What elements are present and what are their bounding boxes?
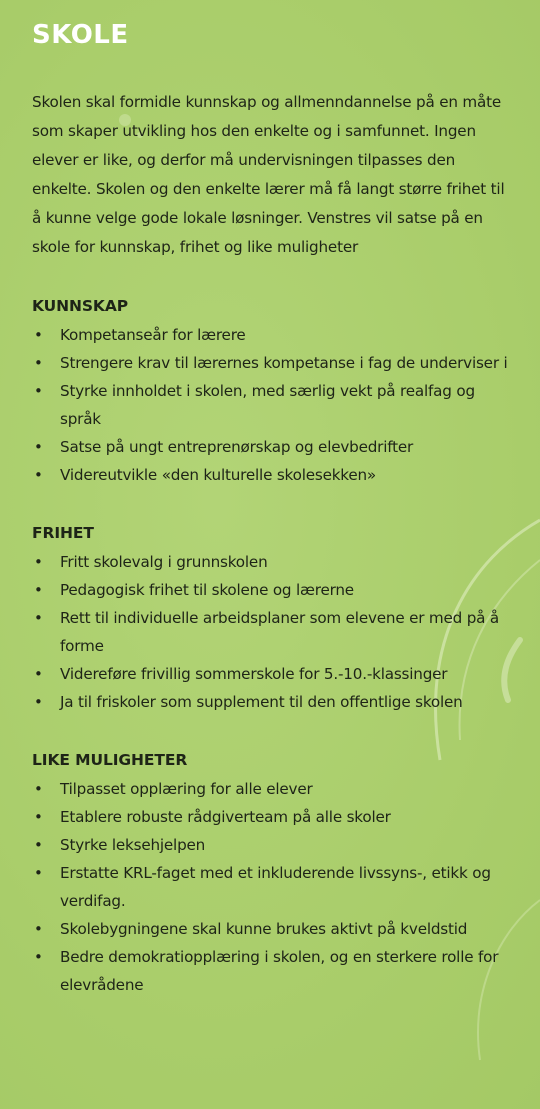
- list-item: [32, 660, 512, 688]
- list-item-text: Styrke innholdet i skolen, med særlig vekt på realfag og språk: [60, 382, 475, 428]
- list-item: [32, 859, 512, 915]
- list-item-text: Kompetanseår for lærere: [60, 326, 246, 344]
- list-item: [32, 803, 512, 831]
- list-item-text: Fritt skolevalg i grunnskolen: [60, 553, 268, 571]
- bullet-icon: •: [34, 553, 43, 571]
- bullet-icon: •: [34, 466, 43, 484]
- list-item: [32, 377, 512, 433]
- list-item: [32, 775, 512, 803]
- bullet-icon: •: [34, 354, 43, 372]
- bullet-icon: •: [34, 581, 43, 599]
- bullet-icon: •: [34, 326, 43, 344]
- list-item-text: Rett til individuelle arbeidsplaner som elevene er med på å forme: [60, 609, 499, 655]
- section-heading: KUNNSKAP: [32, 297, 128, 315]
- bullet-list: [32, 321, 510, 489]
- list-item: [32, 349, 512, 377]
- list-item-text: Erstatte KRL-faget med et inkluderende livssyns-, etikk og verdifag.: [60, 864, 491, 910]
- list-item: [32, 915, 512, 943]
- bullet-icon: •: [34, 693, 43, 711]
- list-item: [32, 688, 512, 716]
- list-item-text: Etablere robuste rådgiverteam på alle skoler: [60, 808, 391, 826]
- list-item-text: Ja til friskoler som supplement til den offentlige skolen: [60, 693, 463, 711]
- list-item: [32, 548, 512, 576]
- bullet-list: [32, 775, 510, 999]
- bullet-icon: •: [34, 609, 43, 627]
- list-item-text: Strengere krav til lærernes kompetanse i fag de underviser i: [60, 354, 508, 372]
- list-item: [32, 943, 512, 999]
- list-item-text: Bedre demokratiopplæring i skolen, og en sterkere rolle for elevrådene: [60, 948, 499, 994]
- sections: [32, 291, 510, 999]
- page-title: SKOLE: [32, 20, 129, 50]
- bullet-icon: •: [34, 780, 43, 798]
- bullet-icon: •: [34, 808, 43, 826]
- bullet-icon: •: [34, 920, 43, 938]
- list-item-text: Styrke leksehjelpen: [60, 836, 206, 854]
- bullet-list: [32, 548, 510, 716]
- intro-paragraph: Skolen skal formidle kunnskap og allmenndannelse på en måte som skaper utvikling hos den enkelte og i samfunnet. Ingen elever er like, og derfor må undervisningen tilpasses den enkelte. Skolen og den enkelte lærer må få langt større frihet til å kunne velge gode lokale løsninger. Venstres vil satse på en skole for kunnskap, frihet og like muligheter: [32, 93, 505, 256]
- list-item-text: Videreutvikle «den kulturelle skolesekken»: [60, 466, 377, 484]
- list-item: [32, 831, 512, 859]
- list-item: [32, 321, 512, 349]
- bullet-icon: •: [34, 438, 43, 456]
- list-item-text: Videreføre frivillig sommerskole for 5.-10.-klassinger: [60, 665, 448, 683]
- list-item-text: Tilpasset opplæring for alle elever: [60, 780, 313, 798]
- bullet-icon: •: [34, 864, 43, 882]
- list-item: [32, 433, 512, 461]
- section-heading: FRIHET: [32, 524, 94, 542]
- bullet-icon: •: [34, 382, 43, 400]
- list-item: [32, 576, 512, 604]
- list-item: [32, 461, 512, 489]
- list-item: [32, 604, 512, 660]
- list-item-text: Pedagogisk frihet til skolene og lærerne: [60, 581, 354, 599]
- bullet-icon: •: [34, 836, 43, 854]
- list-item-text: Skolebygningene skal kunne brukes aktivt på kveldstid: [60, 920, 468, 938]
- bullet-icon: •: [34, 665, 43, 683]
- list-item-text: Satse på ungt entreprenørskap og elevbedrifter: [60, 438, 414, 456]
- section-heading: LIKE MULIGHETER: [32, 751, 188, 769]
- bullet-icon: •: [34, 948, 43, 966]
